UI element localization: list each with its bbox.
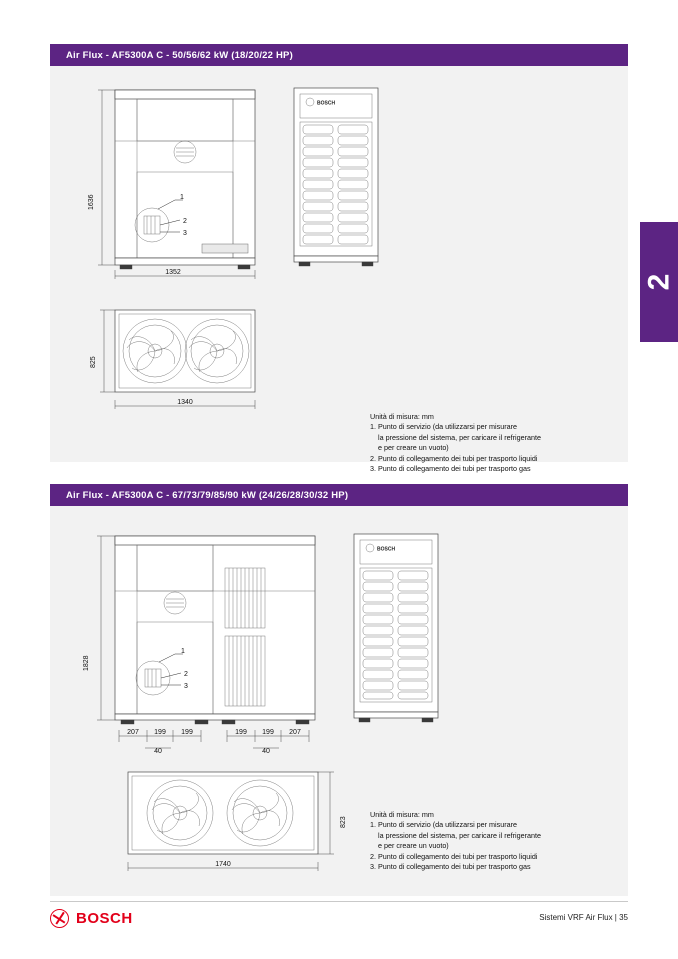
section-1-title: Air Flux - AF5300A C - 50/56/62 kW (18/20/22 HP) [50,44,628,66]
section-af5300a-67-90 [50,484,628,896]
section1-front-width: 1352 [165,269,181,276]
section2-front-height: 1828 [83,655,90,671]
legend-item-1c: e per creare un vuoto) [370,443,449,453]
section2-base-dim-2: 199 [154,729,166,736]
section1-front-height: 1636 [88,194,95,210]
section1-front-view [80,80,290,280]
section2-foot-dim-1: 40 [154,748,162,755]
legend-item-3: 3. Punto di collegamento dei tubi per trasporto gas [370,464,531,474]
section2-base-dim-5: 199 [262,729,274,736]
section2-base-dim-4: 199 [235,729,247,736]
legend-unit: Unità di misura: mm [370,810,434,819]
section2-top-view [118,764,368,884]
svg-text:2: 2 [184,671,188,678]
section1-top-width: 1340 [177,399,193,406]
legend-item-1a: 1. Punto di servizio (da utilizzarsi per misurare [370,820,517,830]
section2-side-view [346,526,456,726]
section2-top-width: 1740 [215,861,231,868]
svg-text:2: 2 [183,218,187,225]
page-footer [50,901,628,931]
section-2-title: Air Flux - AF5300A C - 67/73/79/85/90 kW (24/26/28/30/32 HP) [50,484,628,506]
section1-top-view [80,302,300,422]
footer-page-info: Sistemi VRF Air Flux | 35 [539,913,628,922]
legend-item-1b: la pressione del sistema, per caricare il refrigerante [370,432,541,442]
section1-side-view [286,80,396,270]
legend-unit: Unità di misura: mm [370,412,434,421]
section2-legend [370,810,541,873]
svg-text:BOSCH: BOSCH [317,100,336,107]
legend-item-3: 3. Punto di collegamento dei tubi per trasporto gas [370,862,531,872]
footer-divider [50,901,628,902]
legend-item-1b: la pressione del sistema, per caricare il refrigerante [370,830,541,840]
section2-front-view [75,526,335,756]
svg-text:3: 3 [183,230,187,237]
section2-base-dim-1: 207 [127,729,139,736]
legend-item-1a: 1. Punto di servizio (da utilizzarsi per misurare [370,422,517,432]
svg-text:1: 1 [180,194,184,201]
svg-text:3: 3 [184,683,188,690]
bosch-logo [50,909,133,928]
section2-base-dim-6: 207 [289,729,301,736]
legend-item-1c: e per creare un vuoto) [370,841,449,851]
section2-base-dim-3: 199 [181,729,193,736]
svg-text:1: 1 [181,648,185,655]
section2-foot-dim-2: 40 [262,748,270,755]
section1-legend [370,412,541,475]
chapter-tab [640,222,678,342]
chapter-number: 2 [642,273,675,291]
bosch-wordmark: BOSCH [76,910,133,927]
section1-top-height: 825 [90,356,97,368]
bosch-anchor-icon [50,909,69,928]
svg-text:BOSCH: BOSCH [377,546,396,553]
legend-item-2: 2. Punto di collegamento dei tubi per trasporto liquidi [370,453,538,463]
section-af5300a-50-62 [50,44,628,474]
section2-top-height: 823 [340,816,347,828]
legend-item-2: 2. Punto di collegamento dei tubi per trasporto liquidi [370,851,538,861]
